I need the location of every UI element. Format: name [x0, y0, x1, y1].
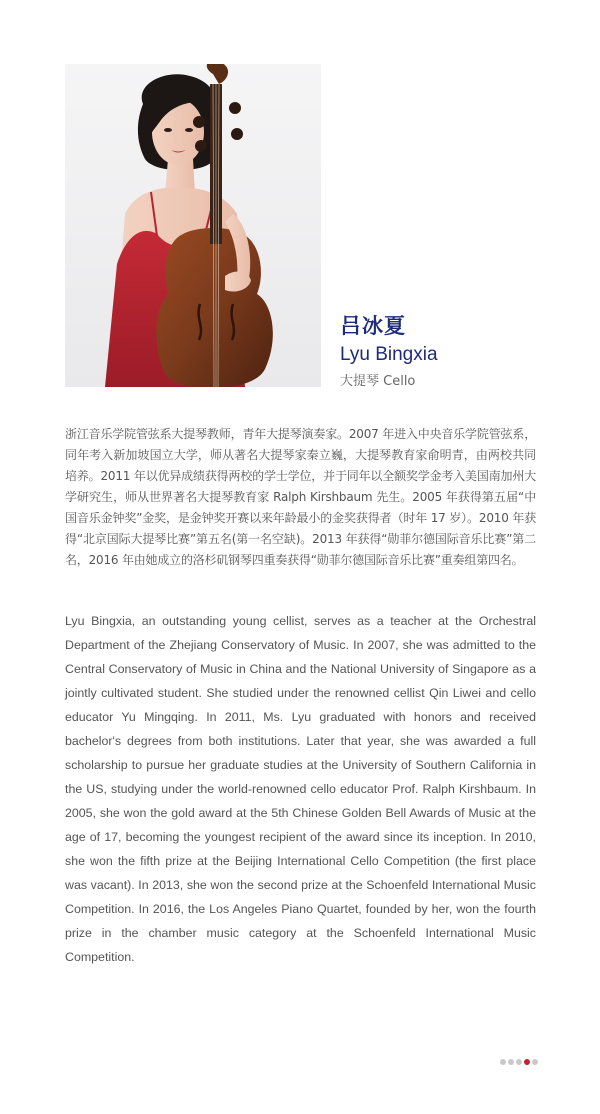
- pagination-dot[interactable]: [516, 1059, 522, 1065]
- pagination-dot[interactable]: [500, 1059, 506, 1065]
- bio-chinese: 浙江音乐学院管弦系大提琴教师，青年大提琴演奏家。2007 年进入中央音乐学院管弦系，同年考入新加坡国立大学，师从著名大提琴家秦立巍，大提琴教育家俞明青，由两校共同培养。2011 年以优异成绩获得两校的学士学位，并于同年以全额奖学金考入美国南加州大学研究生，师从世界著名大提琴教育家 Ralph Kirshbaum 先生。2005 年获得第五届“中国音乐金钟奖”金奖，是金钟奖开赛以来年龄最小的金奖获得者（时年 17 岁）。2010 年获得“北京国际大提琴比赛”第五名(第一名空缺)。2013 年获得“勋菲尔德国际音乐比赛”第二名，2016 年由她成立的洛杉矶钢琴四重奏获得“勋菲尔德国际音乐比赛”重奏组第四名。: [65, 427, 536, 567]
- pagination-dot[interactable]: [508, 1059, 514, 1065]
- pagination-dot-active[interactable]: [524, 1059, 530, 1065]
- instrument-label: 大提琴 Cello: [340, 374, 416, 389]
- profile-name-block: [340, 312, 438, 391]
- profile-photo: [65, 64, 321, 387]
- name-english: Lyu Bingxia: [340, 344, 438, 365]
- pagination-dot[interactable]: [532, 1059, 538, 1065]
- name-chinese: 吕冰夏: [340, 314, 406, 338]
- cellist-portrait-icon: [65, 64, 321, 387]
- bio-english: Lyu Bingxia, an outstanding young cellist, serves as a teacher at the Orchestral Department of the Zhejiang Conservatory of Music. In 2007, she was admitted to the Central Conservatory of Music in China and the National University of Singapore as a jointly cultivated student. She studied under the renowned cellist Qin Liwei and cello educator Yu Mingqing. In 2011, Ms. Lyu graduated with honors and received bachelor's degrees from both institutions. Later that year, she was awarded a full scholarship to pursue her graduate studies at the University of Southern California in the US, studying under the world-renowned cello educator Prof. Ralph Kirshbaum. In 2005, she won the gold award at the 5th Chinese Golden Bell Awards of Music at the age of 17, becoming the youngest recipient of the award since its inception. In 2010, she won the fifth prize at the Beijing International Cello Competition (the first place was vacant). In 2013, she won the second prize at the Schoenfeld International Music Competition. In 2016, the Los Angeles Piano Quartet, founded by her, won the fourth prize in the chamber music category at the Schoenfeld International Music Competition.: [65, 614, 536, 964]
- pagination-dots: [500, 1059, 538, 1065]
